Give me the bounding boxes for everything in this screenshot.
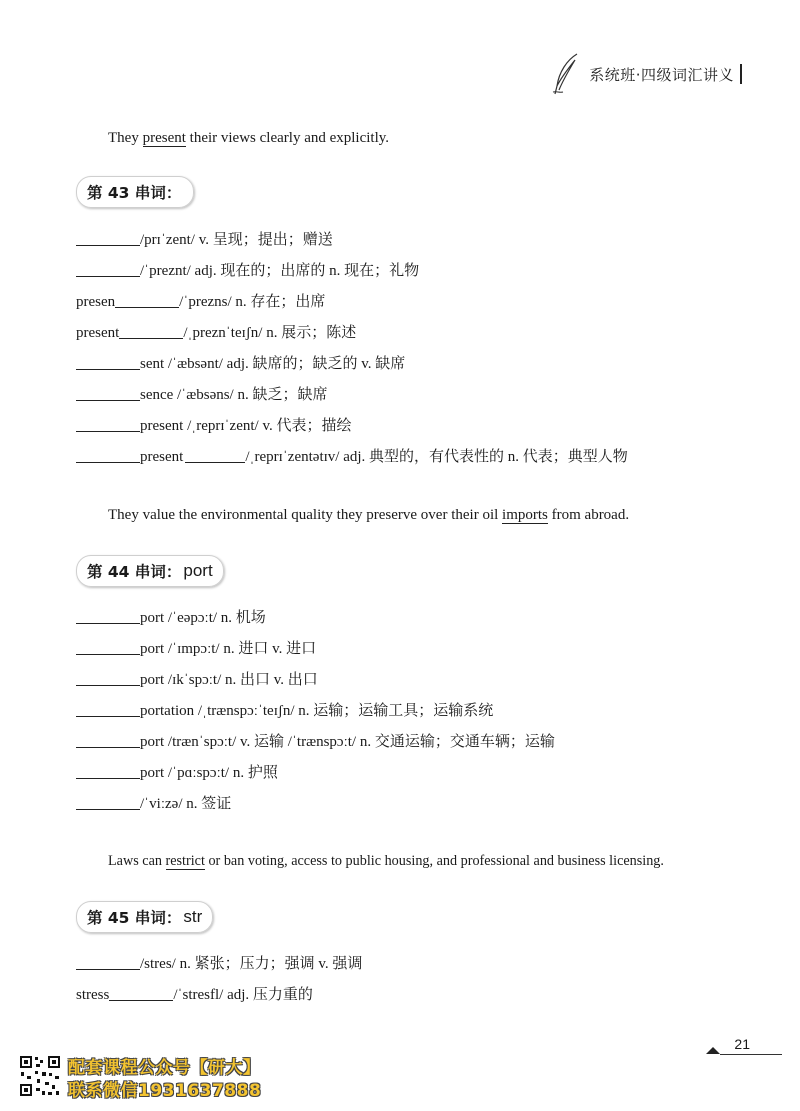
page-rule bbox=[720, 1054, 782, 1055]
answer-blank bbox=[109, 999, 173, 1001]
vocab-line: present /ˌreprɪˈzentətɪv/ adj. 典型的，有代表性的 n. 代表；典型人物 bbox=[76, 446, 628, 466]
vocab-line: port /ɪkˈspɔːt/ n. 出口 v. 出口 bbox=[76, 669, 318, 689]
header-divider bbox=[740, 64, 742, 84]
page-header bbox=[549, 52, 742, 96]
vocab-line: sence /ˈæbsəns/ n. 缺乏；缺席 bbox=[76, 384, 327, 404]
answer-blank bbox=[76, 399, 140, 401]
vocab-line: /ˈpreznt/ adj. 现在的；出席的 n. 现在；礼物 bbox=[76, 260, 419, 280]
vocab-line: portation /ˌtrænspɔːˈteɪʃn/ n. 运输；运输工具；运输系统 bbox=[76, 700, 493, 720]
answer-blank bbox=[76, 715, 140, 717]
vocab-line: stress /ˈstresfl/ adj. 压力重的 bbox=[76, 987, 313, 1003]
promo-line-1: 配套课程公众号【研大】 bbox=[68, 1058, 261, 1078]
answer-blank bbox=[76, 461, 140, 463]
page-number: 21 bbox=[734, 1036, 750, 1052]
answer-blank bbox=[76, 368, 140, 370]
answer-blank bbox=[76, 746, 140, 748]
quill-pen-icon bbox=[549, 52, 583, 96]
underlined-word: imports bbox=[502, 507, 548, 523]
example-sentence: Laws can restrict or ban voting, access to public housing, and professional and business licensing. bbox=[108, 853, 664, 869]
answer-blank bbox=[76, 777, 140, 779]
vocab-line: /prɪˈzent/ v. 呈现；提出；赠送 bbox=[76, 229, 333, 249]
vocab-line: /ˈviːzə/ n. 签证 bbox=[76, 793, 231, 813]
vocab-line: port /ˈpɑːspɔːt/ n. 护照 bbox=[76, 762, 278, 782]
header-title: 系统班·四级词汇讲义 bbox=[589, 65, 734, 84]
answer-blank bbox=[76, 430, 140, 432]
vocab-line: present /ˌreprɪˈzent/ v. 代表；描绘 bbox=[76, 415, 351, 435]
vocab-line: port /ˈɪmpɔːt/ n. 进口 v. 进口 bbox=[76, 638, 316, 658]
vocab-line: sent /ˈæbsənt/ adj. 缺席的；缺乏的 v. 缺席 bbox=[76, 353, 405, 373]
promo-line-2: 联系微信1931637888 bbox=[68, 1081, 262, 1101]
underlined-word: present bbox=[142, 130, 186, 146]
page-marker-icon bbox=[706, 1047, 720, 1054]
vocab-line: port /ˈeəpɔːt/ n. 机场 bbox=[76, 607, 266, 627]
answer-blank bbox=[76, 244, 140, 246]
answer-blank bbox=[115, 306, 179, 308]
qr-code-icon bbox=[18, 1054, 62, 1098]
answer-blank bbox=[76, 653, 140, 655]
example-sentence: They present their views clearly and explicitly. bbox=[108, 130, 390, 146]
vocab-line: /stres/ n. 紧张；压力；强调 v. 强调 bbox=[76, 953, 362, 973]
section-label-43: 第 43 串词： bbox=[76, 176, 194, 208]
answer-blank bbox=[76, 968, 140, 970]
answer-blank bbox=[76, 622, 140, 624]
vocab-line: presen /ˈprezns/ n. 存在；出席 bbox=[76, 294, 326, 310]
section-label-44: 第 44 串词： port bbox=[76, 555, 224, 587]
example-sentence: They value the environmental quality they preserve over their oil imports from abroad. bbox=[108, 507, 630, 523]
vocab-line: port /trænˈspɔːt/ v. 运输 /ˈtrænspɔːt/ n. 交通运输；交通车辆；运输 bbox=[76, 731, 555, 751]
section-label-45: 第 45 串词： str bbox=[76, 901, 213, 933]
underlined-word: restrict bbox=[165, 853, 205, 869]
answer-blank bbox=[76, 808, 140, 810]
answer-blank bbox=[119, 337, 183, 339]
answer-blank bbox=[76, 275, 140, 277]
answer-blank bbox=[185, 461, 245, 463]
vocab-line: present /ˌpreznˈteɪʃn/ n. 展示；陈述 bbox=[76, 325, 357, 341]
answer-blank bbox=[76, 684, 140, 686]
